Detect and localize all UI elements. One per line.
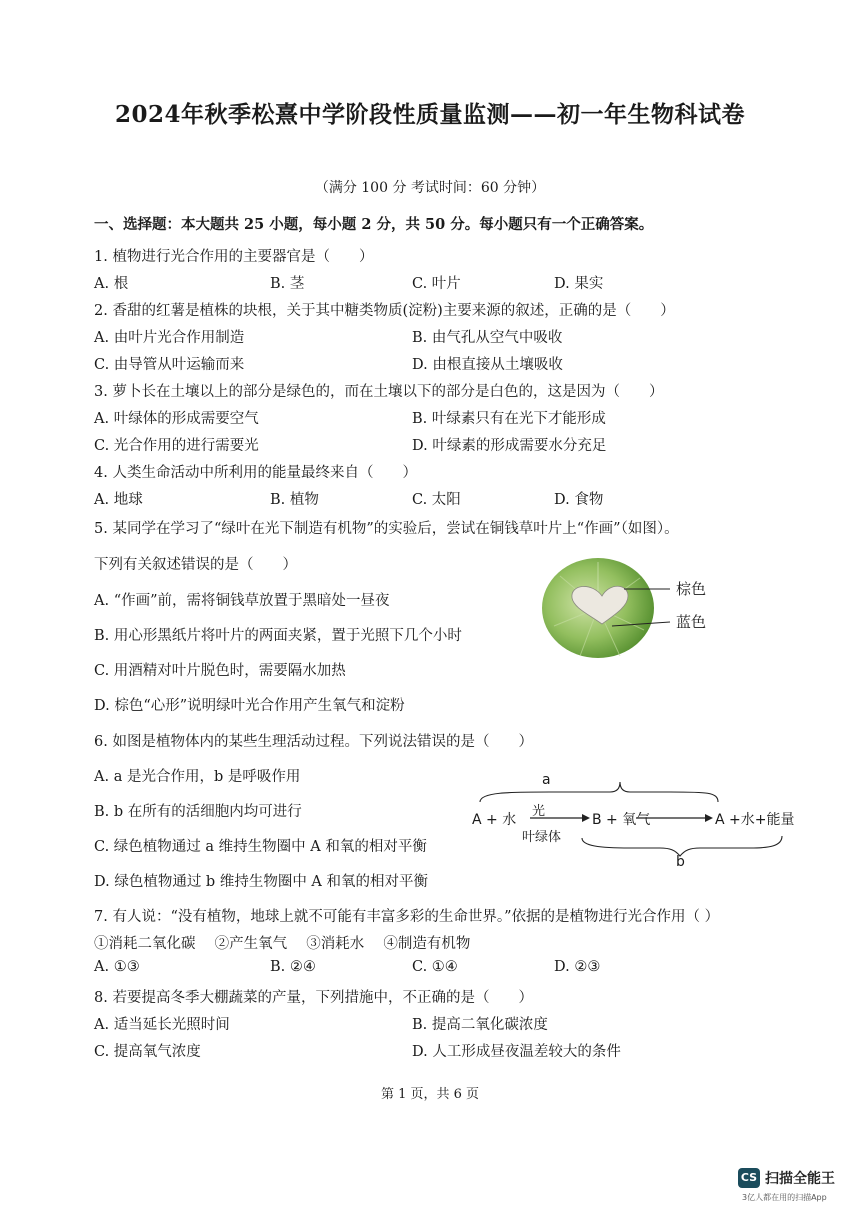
watermark-name: 扫描全能王 [765, 1171, 835, 1187]
option: C. 叶片 [412, 276, 461, 292]
question-stem: 8. 若要提高冬季大棚蔬菜的产量，下列措施中，不正确的是（ ） [94, 990, 533, 1006]
question-stem: 5. 某同学在学习了“绿叶在光下制造有机物”的实验后，尝试在铜钱草叶片上“作画”（如图）。 [94, 521, 679, 537]
option: B. ②④ [270, 959, 316, 975]
brace-b [582, 836, 782, 856]
option: B. 植物 [270, 492, 319, 508]
watermark-tagline: 3亿人都在用的扫描App [742, 1193, 827, 1202]
option: C. 绿色植物通过 a 维持生物圈中 A 和氧的相对平衡 [94, 839, 427, 855]
final-products: A +水+能量 [715, 812, 795, 828]
page-number: 第 1 页，共 6 页 [380, 1087, 480, 1102]
option: B. 提高二氧化碳浓度 [412, 1017, 548, 1033]
question-stem: 6. 如图是植物体内的某些生理活动过程。下列说法错误的是（ ） [94, 734, 533, 750]
option: C. 提高氧气浓度 [94, 1044, 201, 1060]
scanner-watermark [738, 1166, 848, 1206]
reactants: A + 水 [472, 812, 517, 828]
statement-items: ①消耗二氧化碳 ②产生氧气 ③消耗水 ④制造有机物 [94, 936, 471, 952]
option: C. ①④ [412, 959, 458, 975]
option: B. 叶绿素只有在光下才能形成 [412, 411, 606, 427]
option: D. 棕色“心形”说明绿叶光合作用产生氧气和淀粉 [94, 698, 405, 714]
option: A. 叶绿体的形成需要空气 [94, 411, 259, 427]
option: D. 人工形成昼夜温差较大的条件 [412, 1044, 621, 1060]
option: A. 适当延长光照时间 [94, 1017, 230, 1033]
option: B. 用心形黑纸片将叶片的两面夹紧，置于光照下几个小时 [94, 628, 462, 644]
option: C. 由导管从叶运输而来 [94, 357, 245, 373]
question-stem-line2: 下列有关叙述错误的是（ ） [94, 557, 297, 573]
question-stem: 3. 萝卜长在土壤以上的部分是绿色的，而在土壤以下的部分是白色的，这是因为（ ） [94, 384, 664, 400]
label-a: a [542, 772, 551, 788]
question-stem: 4. 人类生命活动中所利用的能量最终来自（ ） [94, 465, 417, 481]
option: D. 果实 [554, 276, 604, 292]
intermediate-products: B + 氧气 [592, 812, 651, 828]
option: A. “作画”前，需将铜钱草放置于黑暗处一昼夜 [94, 593, 390, 609]
exam-subtitle: （满分 100 分 考试时间：60 分钟） [314, 180, 546, 196]
leaf-figure [540, 556, 730, 668]
label-chloroplast: 叶绿体 [522, 830, 562, 845]
option: B. b 在所有的活细胞内均可进行 [94, 804, 302, 820]
label-b: b [676, 854, 685, 870]
option: D. 由根直接从土壤吸收 [412, 357, 563, 373]
option: D. 绿色植物通过 b 维持生物圈中 A 和氧的相对平衡 [94, 874, 429, 890]
option: A. a 是光合作用，b 是呼吸作用 [94, 769, 301, 785]
option: D. ②③ [554, 959, 601, 975]
reaction-diagram [470, 770, 800, 870]
option: D. 食物 [554, 492, 604, 508]
label-light: 光 [532, 804, 546, 819]
option: B. 由气孔从空气中吸收 [412, 330, 563, 346]
option: A. 地球 [94, 492, 143, 508]
question-stem: 1. 植物进行光合作用的主要器官是（ ） [94, 249, 374, 265]
label-blue: 蓝色 [676, 613, 707, 631]
question-stem: 7. 有人说：“没有植物，地球上就不可能有丰富多彩的生命世界。”依据的是植物进行光合作用（ ） [94, 909, 720, 925]
option: A. ①③ [94, 959, 140, 975]
option: C. 用酒精对叶片脱色时，需要隔水加热 [94, 663, 346, 679]
option: B. 茎 [270, 276, 305, 292]
option: A. 由叶片光合作用制造 [94, 330, 245, 346]
camscanner-logo-icon: CS [738, 1168, 760, 1188]
section-heading: 一、选择题：本大题共 25 小题，每小题 2 分，共 50 分。每小题只有一个正确答案。 [94, 216, 654, 233]
exam-title: 2024年秋季松熹中学阶段性质量监测——初一年生物科试卷 [114, 101, 745, 128]
option: C. 太阳 [412, 492, 461, 508]
label-brown: 棕色 [676, 580, 707, 598]
option: C. 光合作用的进行需要光 [94, 438, 259, 454]
option: A. 根 [94, 276, 129, 292]
option: D. 叶绿素的形成需要水分充足 [412, 438, 607, 454]
brace-a [480, 782, 718, 802]
question-stem: 2. 香甜的红薯是植株的块根，关于其中糖类物质(淀粉)主要来源的叙述，正确的是（ ） [94, 303, 675, 319]
